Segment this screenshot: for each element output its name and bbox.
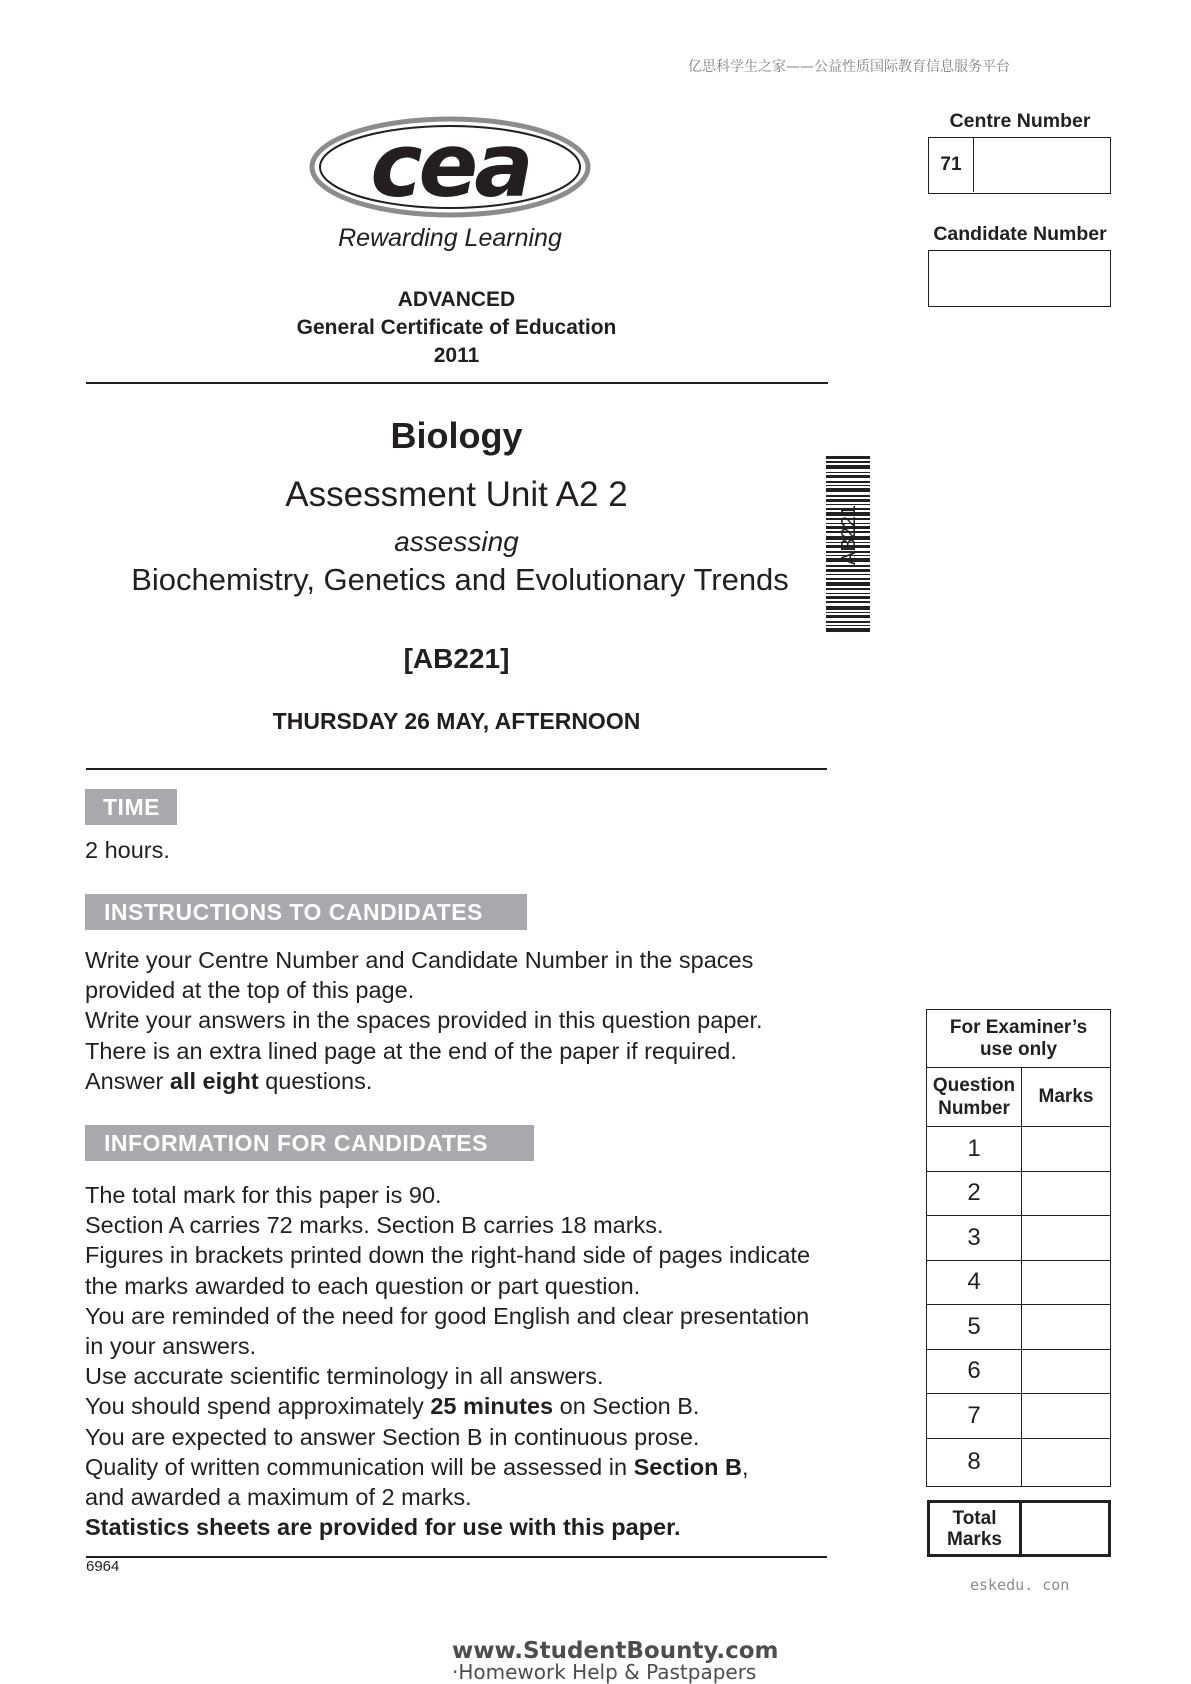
unit-name: Assessment Unit A2 2	[285, 475, 628, 514]
marks-header: Marks	[1022, 1068, 1111, 1127]
cea-logo	[305, 112, 595, 222]
instruction-line: Write your answers in the spaces provided in this question paper.	[85, 1007, 763, 1034]
marks-cell[interactable]	[1022, 1305, 1111, 1350]
marks-cell[interactable]	[1022, 1171, 1111, 1216]
exam-date: THURSDAY 26 MAY, AFTERNOON	[272, 708, 641, 734]
question-number-header: Question Number	[927, 1068, 1022, 1127]
barcode-label: AB221	[838, 504, 860, 565]
qualification-year: 2011	[433, 344, 480, 367]
question-number: 8	[927, 1438, 1022, 1486]
centre-number-label: Centre Number	[949, 110, 1091, 132]
info-statistics-line: Statistics sheets are provided for use with this paper.	[85, 1514, 681, 1541]
top-watermark: 亿思科学生之家——公益性质国际教育信息服务平台	[688, 59, 1010, 75]
total-marks-box	[927, 1500, 1111, 1557]
bottom-rule	[86, 1556, 827, 1558]
cea-wordmark: cea	[370, 114, 530, 217]
marks-cell[interactable]	[1022, 1438, 1111, 1486]
info-line: Use accurate scientific terminology in all answers.	[85, 1363, 604, 1390]
question-number: 2	[927, 1171, 1022, 1216]
question-number: 5	[927, 1305, 1022, 1350]
info-line: Section A carries 72 marks. Section B carries 18 marks.	[85, 1212, 664, 1239]
candidate-number-field[interactable]	[928, 250, 1111, 307]
instructions-heading: INSTRUCTIONS TO CANDIDATES	[85, 894, 527, 930]
top-rule	[86, 382, 828, 384]
qualification-name: General Certificate of Education	[296, 316, 617, 339]
question-number: 3	[927, 1216, 1022, 1261]
instruction-line: There is an extra lined page at the end of the paper if required.	[85, 1037, 737, 1064]
information-text	[85, 1180, 810, 1542]
assessing-label: assessing	[394, 526, 519, 557]
total-marks-cell[interactable]	[1025, 1503, 1108, 1554]
time-value: 2 hours.	[85, 837, 170, 863]
question-number: 1	[927, 1127, 1022, 1172]
info-line: the marks awarded to each question or part question.	[85, 1272, 641, 1299]
info-spend-line: You should spend approximately 25 minutes on Section B.	[85, 1393, 700, 1420]
logo-tagline: Rewarding Learning	[338, 224, 562, 252]
instruction-answer-line: Answer all eight questions.	[85, 1067, 373, 1094]
examiner-title: For Examiner’s use only	[927, 1010, 1111, 1068]
studentbounty-tagline: ·Homework Help & Pastpapers	[452, 1660, 757, 1684]
total-marks-label: Total Marks	[930, 1503, 1022, 1554]
question-number: 4	[927, 1260, 1022, 1305]
info-line: and awarded a maximum of 2 marks.	[85, 1484, 472, 1511]
marks-cell[interactable]	[1022, 1349, 1111, 1394]
candidate-number-label: Candidate Number	[933, 223, 1107, 245]
centre-number-prefix: 71	[929, 138, 974, 192]
studentbounty-banner[interactable]	[452, 1638, 779, 1684]
unit-title: Biochemistry, Genetics and Evolutionary Trends	[131, 562, 789, 597]
info-line: You are expected to answer Section B in continuous prose.	[85, 1423, 700, 1450]
marks-cell[interactable]	[1022, 1260, 1111, 1305]
instructions-text	[85, 945, 763, 1096]
info-line: in your answers.	[85, 1333, 257, 1360]
qualification-level: ADVANCED	[397, 288, 516, 311]
time-heading: TIME	[85, 789, 177, 825]
marks-cell[interactable]	[1022, 1127, 1111, 1172]
question-number: 7	[927, 1394, 1022, 1439]
footer-code: 6964	[86, 1558, 120, 1575]
info-line: The total mark for this paper is 90.	[85, 1182, 442, 1208]
information-heading: INFORMATION FOR CANDIDATES	[85, 1125, 534, 1161]
middle-rule	[86, 768, 827, 770]
barcode	[826, 456, 870, 698]
info-quality-line: Quality of written communication will be assessed in Section B,	[85, 1453, 749, 1480]
marks-cell[interactable]	[1022, 1216, 1111, 1261]
question-number: 6	[927, 1349, 1022, 1394]
paper-code: [AB221]	[403, 643, 510, 674]
info-line: Figures in brackets printed down the right-hand side of pages indicate	[85, 1242, 811, 1269]
studentbounty-url: www.StudentBounty.com	[452, 1638, 779, 1664]
subject-title: Biology	[390, 415, 523, 456]
info-line: You are reminded of the need for good English and clear presentation	[85, 1302, 810, 1329]
instruction-line: provided at the top of this page.	[85, 977, 415, 1004]
instruction-line: Write your Centre Number and Candidate Number in the spaces	[85, 947, 754, 973]
centre-number-field[interactable]	[928, 137, 1111, 194]
examiner-table	[926, 1009, 1111, 1487]
marks-cell[interactable]	[1022, 1394, 1111, 1439]
eskedu-watermark: eskedu. con	[970, 1576, 1070, 1594]
